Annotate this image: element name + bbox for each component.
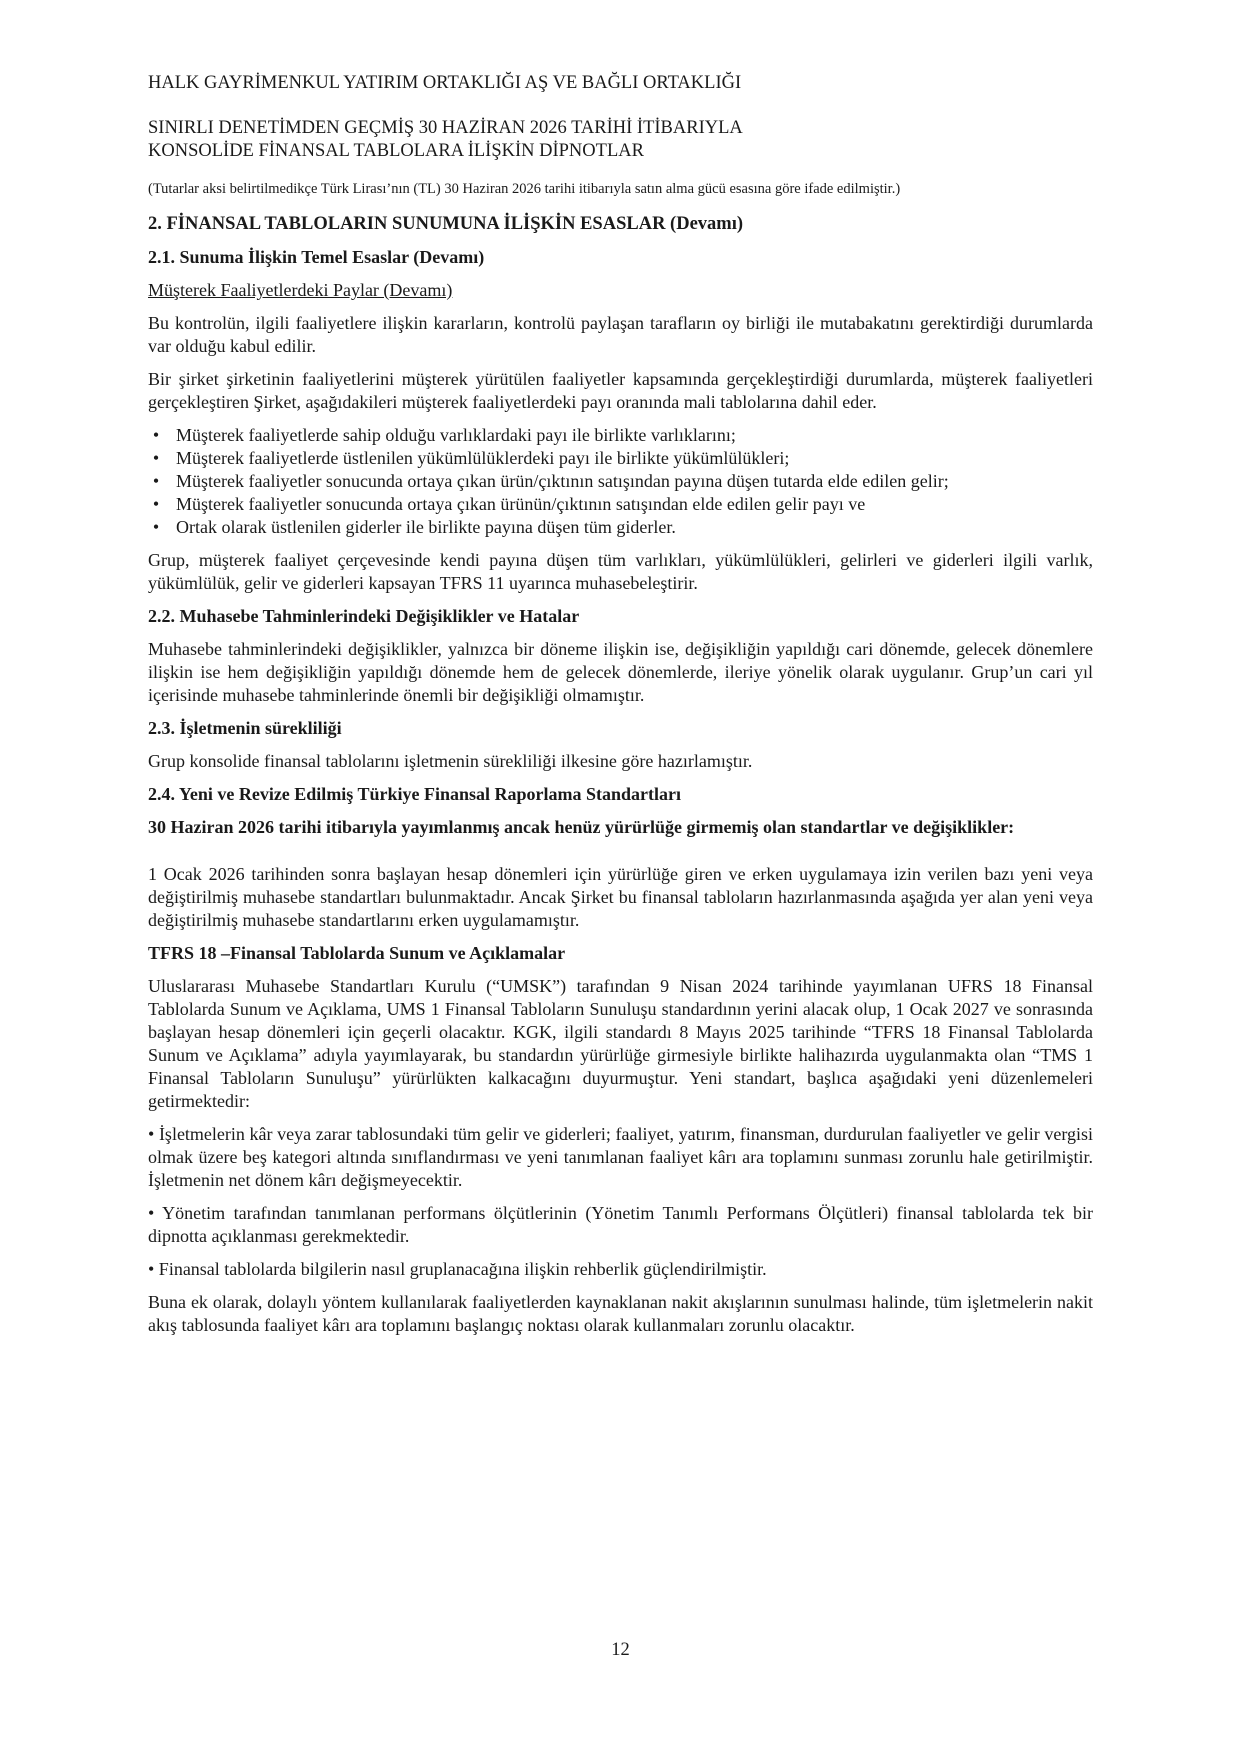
subsection-2-1-title: 2.1. Sunuma İlişkin Temel Esaslar (Devamı) [148,247,485,267]
bullet-icon: • [152,425,160,445]
list-item-text: Ortak olarak üstlenilen giderler ile birlikte payına düşen tüm giderler. [176,517,676,537]
paragraph: Buna ek olarak, dolaylı yöntem kullanılarak faaliyetlerden kaynaklanan nakit akışlarının sunulması halinde, tüm işletmelerin nakit akış tablosunda faaliyet kârı ara toplamını başlangıç noktası olarak kullanmaları zorunlu olacaktır. [148,1292,1093,1335]
document-page [148,72,1093,1347]
currency-note: (Tutarlar aksi belirtilmedikçe Türk Lirası’nın (TL) 30 Haziran 2026 tarihi itibarıyla satın alma gücü esasına göre ifade edilmiştir.) [148,181,901,197]
standards-not-yet-effective-title: 30 Haziran 2026 tarihi itibarıyla yayımlanmış ancak henüz yürürlüğe girmemiş olan standartlar ve değişiklikler: [148,817,1015,837]
list-item [148,470,1093,493]
subsection-2-2-title: 2.2. Muhasebe Tahminlerindeki Değişiklikler ve Hatalar [148,606,580,626]
bullet-icon: • [152,494,160,514]
report-title-line1: SINIRLI DENETİMDEN GEÇMİŞ 30 HAZİRAN 2026 TARİHİ İTİBARIYLA [148,118,743,138]
subsection-2-3-title: 2.3. İşletmenin sürekliliği [148,718,342,738]
joint-operations-subtitle: Müşterek Faaliyetlerdeki Paylar (Devamı) [148,280,453,300]
list-item [148,516,1093,539]
company-name: HALK GAYRİMENKUL YATIRIM ORTAKLIĞI AŞ VE BAĞLI ORTAKLIĞI [148,73,742,93]
bullet-icon: • [152,448,160,468]
list-item-text: Müşterek faaliyetlerde üstlenilen yükümlülüklerdeki payı ile birlikte yükümlülükleri; [176,448,790,468]
bullet-icon: • [152,471,160,491]
bullet-icon: • [152,517,160,537]
paragraph: 1 Ocak 2026 tarihinden sonra başlayan hesap dönemleri için yürürlüğe giren ve erken uygulamaya izin verilen bazı yeni veya değiştirilmiş muhasebe standartları bulunmaktadır. Ancak Şirket bu finansal tabloların hazırlanmasında aşağıda yer alan yeni veya değiştirilmiş muhasebe standartlarını erken uygulamamıştır. [148,864,1093,930]
page-number: 12 [611,1640,630,1660]
paragraph: Grup, müşterek faaliyet çerçevesinde kendi payına düşen tüm varlıkları, yükümlülükleri, gelirleri ve giderleri ilgili varlık, yükümlülük, gelir ve giderleri kapsayan TFRS 11 uyarınca muhasebeleştirir. [148,550,1093,593]
list-item [148,424,1093,447]
subsection-2-4-title: 2.4. Yeni ve Revize Edilmiş Türkiye Finansal Raporlama Standartları [148,784,682,804]
paragraph: • Finansal tablolarda bilgilerin nasıl gruplanacağına ilişkin rehberlik güçlendirilmiştir. [148,1259,767,1279]
list-item [148,447,1093,470]
paragraph: Muhasebe tahminlerindeki değişiklikler, yalnızca bir döneme ilişkin ise, değişikliğin yapıldığı cari dönemde, gelecek dönemlere ilişkin ise hem değişikliğin yapıldığı dönemde hem de gelecek dönemlerde, ileriye yönelik olarak uygulanır. Grup’un cari yıl içerisinde muhasebe tahminlerinde önemli bir değişikliği olmamıştır. [148,639,1093,705]
spacer [148,849,1093,863]
list-item-text: Müşterek faaliyetler sonucunda ortaya çıkan ürün/çıktının satışından payına düşen tutarda elde edilen gelir; [176,471,949,491]
paragraph: Uluslararası Muhasebe Standartları Kurulu (“UMSK”) tarafından 9 Nisan 2024 tarihinde yayımlanan UFRS 18 Finansal Tablolarda Sunum ve Açıklama, UMS 1 Finansal Tabloların Sunuluşu standardının yerini alacak olup, 1 Ocak 2027 ve sonrasında başlayan hesap dönemleri için geçerli olacaktır. KGK, ilgili standardı 8 Mayıs 2025 tarihinde “TFRS 18 Finansal Tablolarda Sunum ve Açıklama” adıyla yayımlayarak, bu standardın yürürlüğe girmesiyle birlikte halihazırda uygulanmakta olan “TMS 1 Finansal Tabloların Sunuluşu” yürürlükten kalkacağını duyurmuştur. Yeni standart, başlıca aşağıdaki yeni düzenlemeleri getirmektedir: [148,976,1093,1111]
paragraph: Bu kontrolün, ilgili faaliyetlere ilişkin kararların, kontrolü paylaşan tarafların oy birliği ile mutabakatını gerektirdiği durumlarda var olduğu kabul edilir. [148,313,1093,356]
paragraph: Grup konsolide finansal tablolarını işletmenin sürekliliği ilkesine göre hazırlamıştır. [148,751,753,771]
joint-operations-bullet-list [148,424,1093,539]
paragraph: • İşletmelerin kâr veya zarar tablosundaki tüm gelir ve giderleri; faaliyet, yatırım, finansman, durdurulan faaliyetler ve gelir vergisi olmak üzere beş kategori altında sınıflandırması ve yeni tanımlanan faaliyet kârı ara toplamını sunması zorunlu hale getirilmiştir. İşletmenin net dönem kârı değişmeyecektir. [148,1124,1093,1190]
list-item-text: Müşterek faaliyetlerde sahip olduğu varlıklardaki payı ile birlikte varlıklarını; [176,425,736,445]
paragraph: • Yönetim tarafından tanımlanan performans ölçütlerinin (Yönetim Tanımlı Performans Ölçütleri) finansal tablolarda tek bir dipnotta açıklanması gerekmektedir. [148,1203,1093,1246]
list-item-text: Müşterek faaliyetler sonucunda ortaya çıkan ürünün/çıktının satışından elde edilen gelir payı ve [176,494,866,514]
list-item [148,493,1093,516]
tfrs18-title: TFRS 18 –Finansal Tablolarda Sunum ve Açıklamalar [148,943,566,963]
report-title-line2: KONSOLİDE FİNANSAL TABLOLARA İLİŞKİN DİPNOTLAR [148,141,644,161]
section-title: 2. FİNANSAL TABLOLARIN SUNUMUNA İLİŞKİN ESASLAR (Devamı) [148,214,743,234]
paragraph: Bir şirket şirketinin faaliyetlerini müşterek yürütülen faaliyetler kapsamında gerçekleştirdiği durumlarda, müşterek faaliyetleri gerçekleştiren Şirket, aşağıdakileri müşterek faaliyetlerdeki payı oranında mali tablolarına dahil eder. [148,369,1093,412]
